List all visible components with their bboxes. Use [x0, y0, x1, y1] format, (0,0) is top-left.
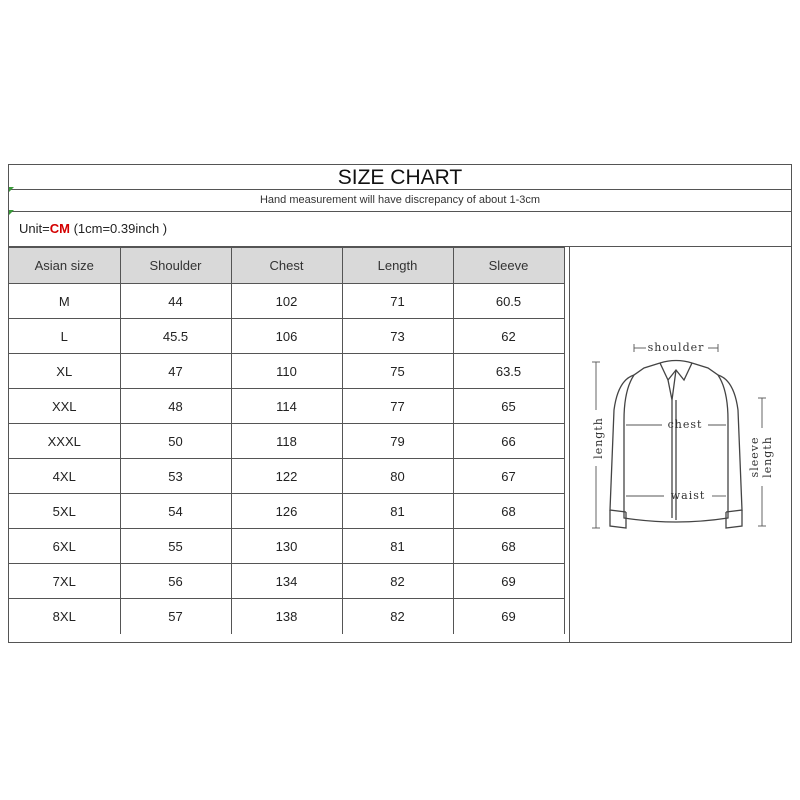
- label-shoulder: shoulder: [647, 341, 705, 354]
- measurement-cell: 44: [120, 284, 231, 319]
- measurement-cell: 73: [342, 319, 453, 354]
- table-row: [9, 284, 564, 319]
- column-header: Asian size: [9, 248, 120, 284]
- unit-row: [9, 211, 791, 247]
- label-chest: chest: [667, 418, 703, 431]
- chart-title: SIZE CHART: [9, 165, 791, 190]
- size-cell: 6XL: [9, 529, 120, 564]
- table-row: [9, 389, 564, 424]
- size-cell: M: [9, 284, 120, 319]
- size-cell: L: [9, 319, 120, 354]
- measurement-cell: 68: [453, 494, 564, 529]
- measurement-cell: 60.5: [453, 284, 564, 319]
- label-sleeve: sleeve: [748, 436, 761, 478]
- measurement-cell: 65: [453, 389, 564, 424]
- measurement-cell: 54: [120, 494, 231, 529]
- measurement-cell: 47: [120, 354, 231, 389]
- size-table: [9, 247, 565, 634]
- column-header: Length: [342, 248, 453, 284]
- measurement-cell: 82: [342, 599, 453, 634]
- table-row: [9, 494, 564, 529]
- measurement-cell: 134: [231, 564, 342, 599]
- measurement-cell: 66: [453, 424, 564, 459]
- measurement-cell: 62: [453, 319, 564, 354]
- table-row: [9, 354, 564, 389]
- measurement-cell: 79: [342, 424, 453, 459]
- measurement-cell: 63.5: [453, 354, 564, 389]
- size-cell: XL: [9, 354, 120, 389]
- measurement-cell: 102: [231, 284, 342, 319]
- measurement-cell: 69: [453, 599, 564, 634]
- measurement-cell: 50: [120, 424, 231, 459]
- measurement-cell: 118: [231, 424, 342, 459]
- measurement-cell: 126: [231, 494, 342, 529]
- measurement-cell: 82: [342, 564, 453, 599]
- table-row: [9, 599, 564, 634]
- measurement-cell: 130: [231, 529, 342, 564]
- measurement-cell: 77: [342, 389, 453, 424]
- column-header: Sleeve: [453, 248, 564, 284]
- measurement-cell: 106: [231, 319, 342, 354]
- table-row: [9, 564, 564, 599]
- measurement-cell: 45.5: [120, 319, 231, 354]
- label-sleeve-length: length: [761, 436, 774, 478]
- table-row: [9, 319, 564, 354]
- unit-value: CM: [49, 221, 70, 236]
- unit-prefix: Unit=: [19, 221, 50, 236]
- measurement-cell: 71: [342, 284, 453, 319]
- table-row: [9, 459, 564, 494]
- measurement-cell: 48: [120, 389, 231, 424]
- measurement-cell: 69: [453, 564, 564, 599]
- label-length: length: [592, 417, 605, 459]
- measurement-cell: 55: [120, 529, 231, 564]
- table-header-row: [9, 248, 564, 284]
- size-cell: XXL: [9, 389, 120, 424]
- measurement-cell: 138: [231, 599, 342, 634]
- size-cell: 7XL: [9, 564, 120, 599]
- unit-conversion: (1cm=0.39inch ): [73, 221, 168, 236]
- table-row: [9, 424, 564, 459]
- shirt-measurement-diagram: [572, 340, 782, 550]
- diagram-divider: [569, 247, 570, 643]
- table-row: [9, 529, 564, 564]
- column-header: Shoulder: [120, 248, 231, 284]
- column-header: Chest: [231, 248, 342, 284]
- size-cell: 4XL: [9, 459, 120, 494]
- label-waist: waist: [670, 489, 706, 502]
- measurement-cell: 110: [231, 354, 342, 389]
- measurement-cell: 68: [453, 529, 564, 564]
- measurement-cell: 57: [120, 599, 231, 634]
- measurement-cell: 80: [342, 459, 453, 494]
- size-cell: 8XL: [9, 599, 120, 634]
- size-cell: XXXL: [9, 424, 120, 459]
- measurement-cell: 81: [342, 494, 453, 529]
- measurement-cell: 56: [120, 564, 231, 599]
- measurement-cell: 67: [453, 459, 564, 494]
- measurement-cell: 81: [342, 529, 453, 564]
- measurement-cell: 53: [120, 459, 231, 494]
- measurement-cell: 122: [231, 459, 342, 494]
- measurement-note: Hand measurement will have discrepancy of about 1-3cm: [9, 189, 791, 212]
- size-cell: 5XL: [9, 494, 120, 529]
- measurement-cell: 75: [342, 354, 453, 389]
- measurement-cell: 114: [231, 389, 342, 424]
